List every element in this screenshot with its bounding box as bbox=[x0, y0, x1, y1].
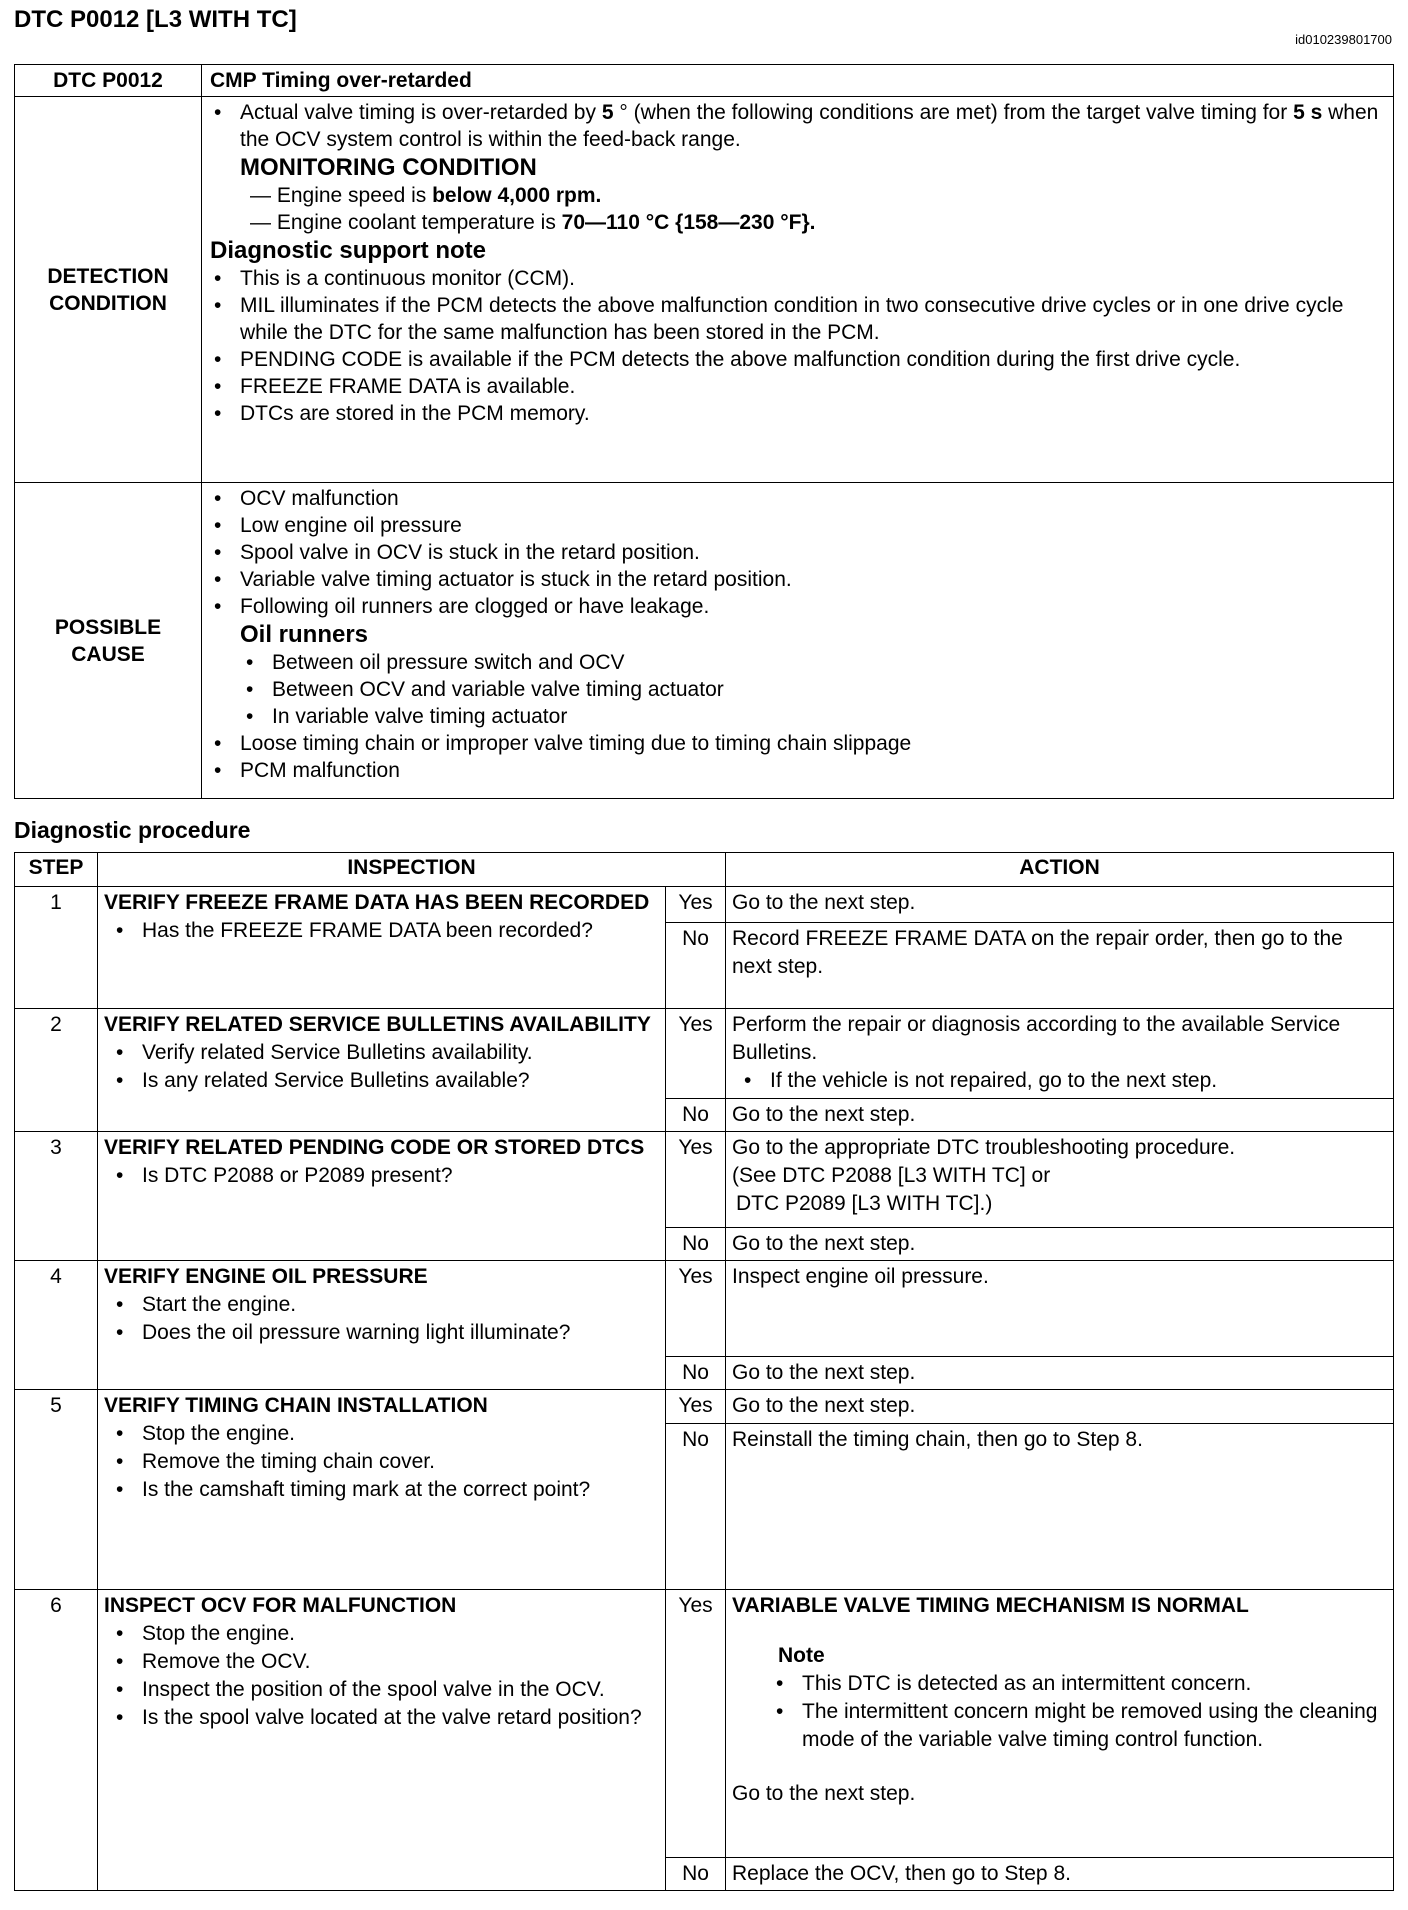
list-item: • If the vehicle is not repaired, go to the next step. bbox=[770, 1067, 1387, 1095]
no-action: Go to the next step. bbox=[726, 1099, 1394, 1132]
no-action: Replace the OCV, then go to Step 8. bbox=[726, 1858, 1394, 1891]
yes-action-line: Go to the appropriate DTC troubleshooting procedure. bbox=[732, 1136, 1236, 1159]
list-item: • Remove the timing chain cover. bbox=[142, 1448, 659, 1476]
monitoring-condition-heading: MONITORING CONDITION bbox=[240, 154, 537, 181]
step-inspection bbox=[98, 1590, 666, 1891]
step-title: INSPECT OCV FOR MALFUNCTION bbox=[104, 1594, 457, 1617]
yes-action bbox=[726, 1590, 1394, 1858]
list-item: • PENDING CODE is available if the PCM detects the above malfunction condition during the first drive cycle. bbox=[240, 346, 1385, 373]
procedure-table bbox=[14, 852, 1394, 1891]
no-label: No bbox=[666, 1357, 726, 1390]
step-title: VERIFY ENGINE OIL PRESSURE bbox=[104, 1265, 428, 1288]
yes-action bbox=[726, 1009, 1394, 1099]
monitoring-engine-speed: — Engine speed is below 4,000 rpm. bbox=[250, 184, 602, 207]
list-item: • Spool valve in OCV is stuck in the retard position. bbox=[240, 539, 1385, 566]
possible-cause-label bbox=[15, 483, 202, 799]
yes-action-text: Go to the next step. bbox=[732, 1782, 916, 1805]
list-item: • Remove the OCV. bbox=[142, 1648, 659, 1676]
mechanism-normal-heading: VARIABLE VALVE TIMING MECHANISM IS NORMAL bbox=[732, 1594, 1249, 1617]
yes-label: Yes bbox=[666, 1009, 726, 1099]
list-item: • This DTC is detected as an intermittent concern. bbox=[802, 1670, 1387, 1698]
dtc-description: CMP Timing over-retarded bbox=[202, 65, 1394, 97]
list-item: • MIL illuminates if the PCM detects the above malfunction condition in two consecutive drive cycles or in one drive cycle while the DTC for the same malfunction has been stored in the PCM. bbox=[240, 292, 1385, 346]
column-header-inspection: INSPECTION bbox=[98, 853, 726, 887]
no-action: Go to the next step. bbox=[726, 1228, 1394, 1261]
dtc-info-table bbox=[14, 64, 1394, 799]
yes-action bbox=[726, 1132, 1394, 1228]
note-label: Note bbox=[778, 1644, 825, 1667]
list-item: • PCM malfunction bbox=[240, 757, 1385, 784]
support-notes-list bbox=[210, 265, 1385, 427]
diagnostic-support-heading: Diagnostic support note bbox=[210, 237, 486, 264]
cause-label-line2: CAUSE bbox=[71, 642, 145, 666]
list-item: • DTCs are stored in the PCM memory. bbox=[240, 400, 1385, 427]
list-item: • Stop the engine. bbox=[142, 1620, 659, 1648]
no-action: Record FREEZE FRAME DATA on the repair order, then go to the next step. bbox=[726, 923, 1394, 1009]
yes-action-line: DTC P2089 [L3 WITH TC].) bbox=[736, 1192, 993, 1215]
no-action: Reinstall the timing chain, then go to Step 8. bbox=[726, 1424, 1394, 1590]
list-item: • Stop the engine. bbox=[142, 1420, 659, 1448]
list-item: • Does the oil pressure warning light illuminate? bbox=[142, 1319, 659, 1347]
table-row bbox=[15, 1009, 1394, 1099]
list-item: • Low engine oil pressure bbox=[240, 512, 1385, 539]
dtc-code: DTC P0012 bbox=[15, 65, 202, 97]
list-item: • Between OCV and variable valve timing actuator bbox=[272, 676, 1385, 703]
possible-cause-content bbox=[202, 483, 1394, 799]
yes-label: Yes bbox=[666, 1590, 726, 1858]
yes-action-text: Perform the repair or diagnosis according to the available Service Bulletins. bbox=[732, 1013, 1341, 1064]
list-item: • Is the camshaft timing mark at the correct point? bbox=[142, 1476, 659, 1504]
list-item: • Verify related Service Bulletins availability. bbox=[142, 1039, 659, 1067]
monitoring-coolant-temp: — Engine coolant temperature is 70—110 °C {158—230 °F}. bbox=[250, 211, 816, 234]
step-number: 6 bbox=[15, 1590, 98, 1891]
step-inspection bbox=[98, 1009, 666, 1132]
oil-runners-list bbox=[210, 649, 1385, 730]
table-row bbox=[15, 1261, 1394, 1357]
list-item: • Has the FREEZE FRAME DATA been recorded? bbox=[142, 917, 659, 945]
list-item: • Is any related Service Bulletins available? bbox=[142, 1067, 659, 1095]
yes-label: Yes bbox=[666, 1390, 726, 1424]
list-item: • FREEZE FRAME DATA is available. bbox=[240, 373, 1385, 400]
yes-action: Inspect engine oil pressure. bbox=[726, 1261, 1394, 1357]
table-row bbox=[15, 887, 1394, 923]
list-item: • Is the spool valve located at the valve retard position? bbox=[142, 1704, 659, 1732]
causes-list bbox=[210, 485, 1385, 620]
table-row bbox=[15, 1132, 1394, 1228]
list-item: • The intermittent concern might be removed using the cleaning mode of the variable valve timing control function. bbox=[802, 1698, 1387, 1754]
step-title: VERIFY FREEZE FRAME DATA HAS BEEN RECORDED bbox=[104, 891, 650, 914]
step-inspection bbox=[98, 1390, 666, 1590]
detection-intro: • Actual valve timing is over-retarded by 5 ° (when the following conditions are met) from the target valve timing for 5 s when the OCV system control is within the feed-back range. bbox=[240, 99, 1385, 153]
step-number: 1 bbox=[15, 887, 98, 1009]
step-number: 5 bbox=[15, 1390, 98, 1590]
detection-condition-label bbox=[15, 97, 202, 483]
oil-runners-heading: Oil runners bbox=[240, 621, 369, 648]
no-label: No bbox=[666, 1424, 726, 1590]
list-item: • This is a continuous monitor (CCM). bbox=[240, 265, 1385, 292]
step-inspection bbox=[98, 1132, 666, 1261]
detection-label-line2: CONDITION bbox=[49, 291, 167, 315]
list-item: • Inspect the position of the spool valve in the OCV. bbox=[142, 1676, 659, 1704]
step-number: 4 bbox=[15, 1261, 98, 1390]
list-item: • Variable valve timing actuator is stuck in the retard position. bbox=[240, 566, 1385, 593]
no-label: No bbox=[666, 1099, 726, 1132]
step-number: 2 bbox=[15, 1009, 98, 1132]
step-title: VERIFY RELATED SERVICE BULLETINS AVAILABILITY bbox=[104, 1013, 651, 1036]
detection-condition-content bbox=[202, 97, 1394, 483]
yes-action: Go to the next step. bbox=[726, 887, 1394, 923]
yes-label: Yes bbox=[666, 887, 726, 923]
step-inspection bbox=[98, 1261, 666, 1390]
yes-action-line: (See DTC P2088 [L3 WITH TC] or bbox=[732, 1164, 1051, 1187]
document-id: id010239801700 bbox=[1295, 32, 1392, 47]
list-item: • In variable valve timing actuator bbox=[272, 703, 1385, 730]
list-item: • Between oil pressure switch and OCV bbox=[272, 649, 1385, 676]
page-title: DTC P0012 [L3 WITH TC] bbox=[14, 6, 297, 33]
step-number: 3 bbox=[15, 1132, 98, 1261]
step-title: VERIFY RELATED PENDING CODE OR STORED DTCS bbox=[104, 1136, 645, 1159]
table-row bbox=[15, 1590, 1394, 1858]
list-item: • Loose timing chain or improper valve timing due to timing chain slippage bbox=[240, 730, 1385, 757]
yes-action: Go to the next step. bbox=[726, 1390, 1394, 1424]
table-row bbox=[15, 1390, 1394, 1424]
no-label: No bbox=[666, 923, 726, 1009]
list-item: • Is DTC P2088 or P2089 present? bbox=[142, 1162, 659, 1190]
table-header-row bbox=[15, 853, 1394, 887]
no-label: No bbox=[666, 1858, 726, 1891]
column-header-action: ACTION bbox=[726, 853, 1394, 887]
causes-tail-list bbox=[210, 730, 1385, 784]
list-item: • OCV malfunction bbox=[240, 485, 1385, 512]
diagnostic-procedure-heading: Diagnostic procedure bbox=[14, 817, 251, 843]
list-item: • Following oil runners are clogged or have leakage. bbox=[240, 593, 1385, 620]
column-header-step: STEP bbox=[15, 853, 98, 887]
no-label: No bbox=[666, 1228, 726, 1261]
no-action: Go to the next step. bbox=[726, 1357, 1394, 1390]
yes-label: Yes bbox=[666, 1261, 726, 1357]
step-title: VERIFY TIMING CHAIN INSTALLATION bbox=[104, 1394, 488, 1417]
step-inspection bbox=[98, 887, 666, 1009]
yes-label: Yes bbox=[666, 1132, 726, 1228]
list-item: • Start the engine. bbox=[142, 1291, 659, 1319]
cause-label-line1: POSSIBLE bbox=[54, 615, 162, 639]
detection-label-line1: DETECTION bbox=[47, 264, 169, 288]
